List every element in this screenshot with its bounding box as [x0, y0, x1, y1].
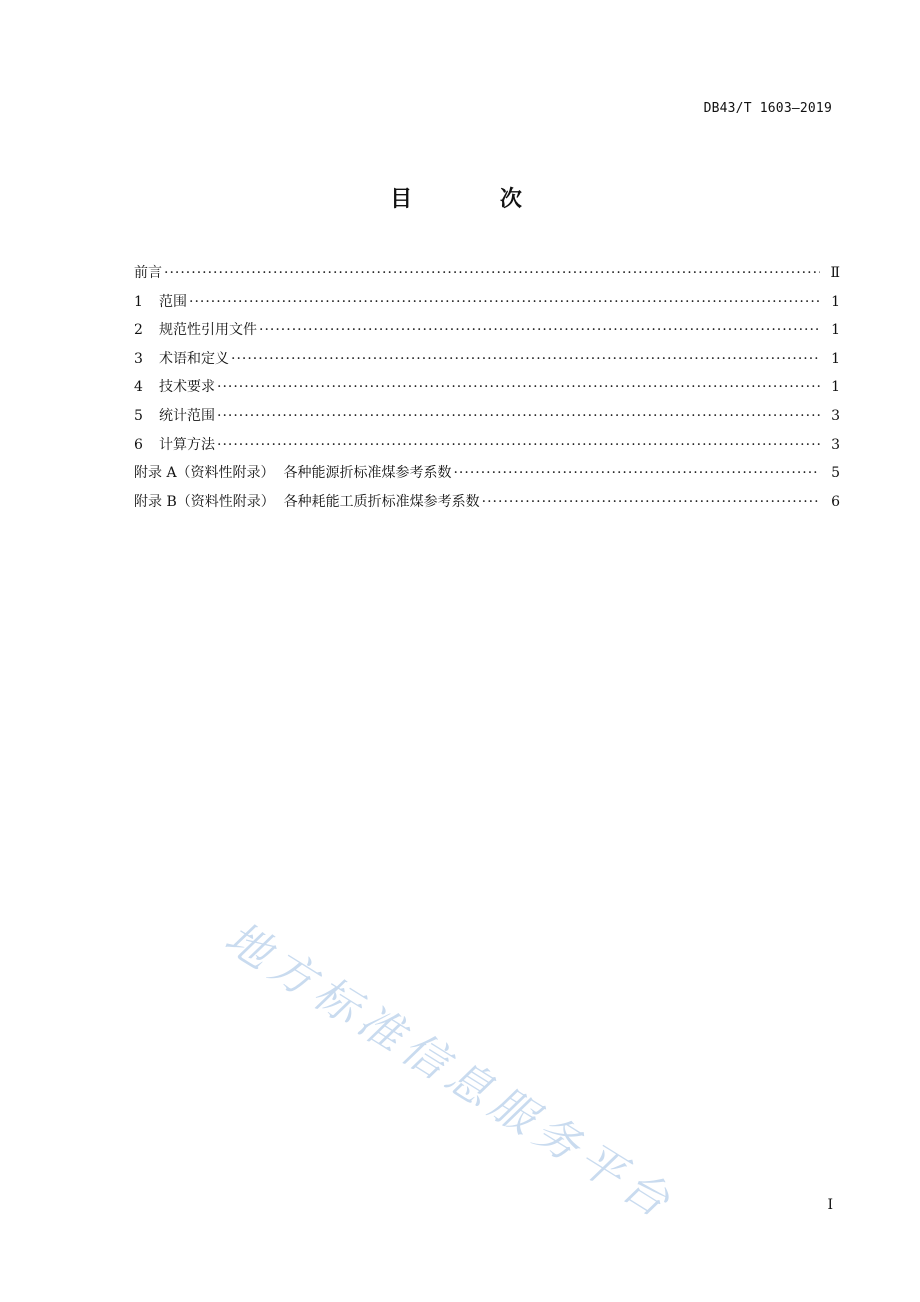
toc-item-number: 5 — [134, 407, 143, 424]
toc-item-page: 1 — [831, 350, 840, 367]
toc-item-label: 前言 — [134, 265, 162, 281]
toc-leader-dots — [217, 379, 820, 395]
toc-item-number: 3 — [134, 350, 143, 367]
toc-item-page: 5 — [831, 465, 840, 482]
toc-item-page: 1 — [831, 293, 840, 310]
toc-leader-dots — [164, 265, 820, 281]
toc-item-page: 6 — [831, 493, 840, 510]
toc-item-label: 统计范围 — [159, 407, 215, 424]
toc-item-page: 3 — [831, 407, 840, 424]
toc-item-statistical-scope[interactable] — [134, 405, 840, 434]
toc-item-technical-requirements[interactable] — [134, 376, 840, 405]
toc-item-page: 3 — [831, 436, 840, 453]
document-code: DB43/T 1603—2019 — [703, 101, 832, 116]
toc-item-number: 2 — [134, 322, 143, 339]
watermark-text: 地方标准信息服务平台 — [216, 912, 685, 1231]
toc-leader-dots — [231, 351, 820, 367]
toc-leader-dots — [217, 408, 820, 424]
toc-item-scope[interactable] — [134, 291, 840, 320]
toc-item-page: 1 — [831, 322, 840, 339]
toc-item-appendix-a[interactable] — [134, 462, 840, 491]
toc-item-page: Ⅱ — [830, 265, 840, 281]
toc-item-label: 技术要求 — [159, 379, 215, 396]
toc-item-number: 1 — [134, 293, 143, 310]
toc-item-foreword[interactable] — [134, 262, 840, 291]
toc-leader-dots — [482, 494, 820, 510]
table-of-contents — [134, 262, 840, 519]
toc-item-normative-references[interactable] — [134, 319, 840, 348]
toc-item-label: 附录 A（资料性附录） 各种能源折标准煤参考系数 — [134, 465, 452, 482]
toc-title: 目 次 — [390, 187, 562, 212]
toc-item-label: 附录 B（资料性附录） 各种耗能工质折标准煤参考系数 — [134, 493, 480, 510]
toc-leader-dots — [259, 322, 820, 338]
toc-item-label: 规范性引用文件 — [159, 322, 257, 339]
page-number: I — [827, 1197, 833, 1213]
toc-item-label: 范围 — [159, 293, 187, 310]
toc-item-calculation-method[interactable] — [134, 434, 840, 463]
toc-item-terms-definitions[interactable] — [134, 348, 840, 377]
toc-item-number: 4 — [134, 379, 143, 396]
toc-item-number: 6 — [134, 436, 143, 453]
toc-leader-dots — [453, 465, 820, 481]
toc-item-appendix-b[interactable] — [134, 491, 840, 520]
toc-item-page: 1 — [831, 379, 840, 396]
toc-item-label: 术语和定义 — [159, 350, 229, 367]
toc-item-label: 计算方法 — [159, 436, 215, 453]
toc-leader-dots — [217, 437, 820, 453]
toc-leader-dots — [189, 294, 820, 310]
